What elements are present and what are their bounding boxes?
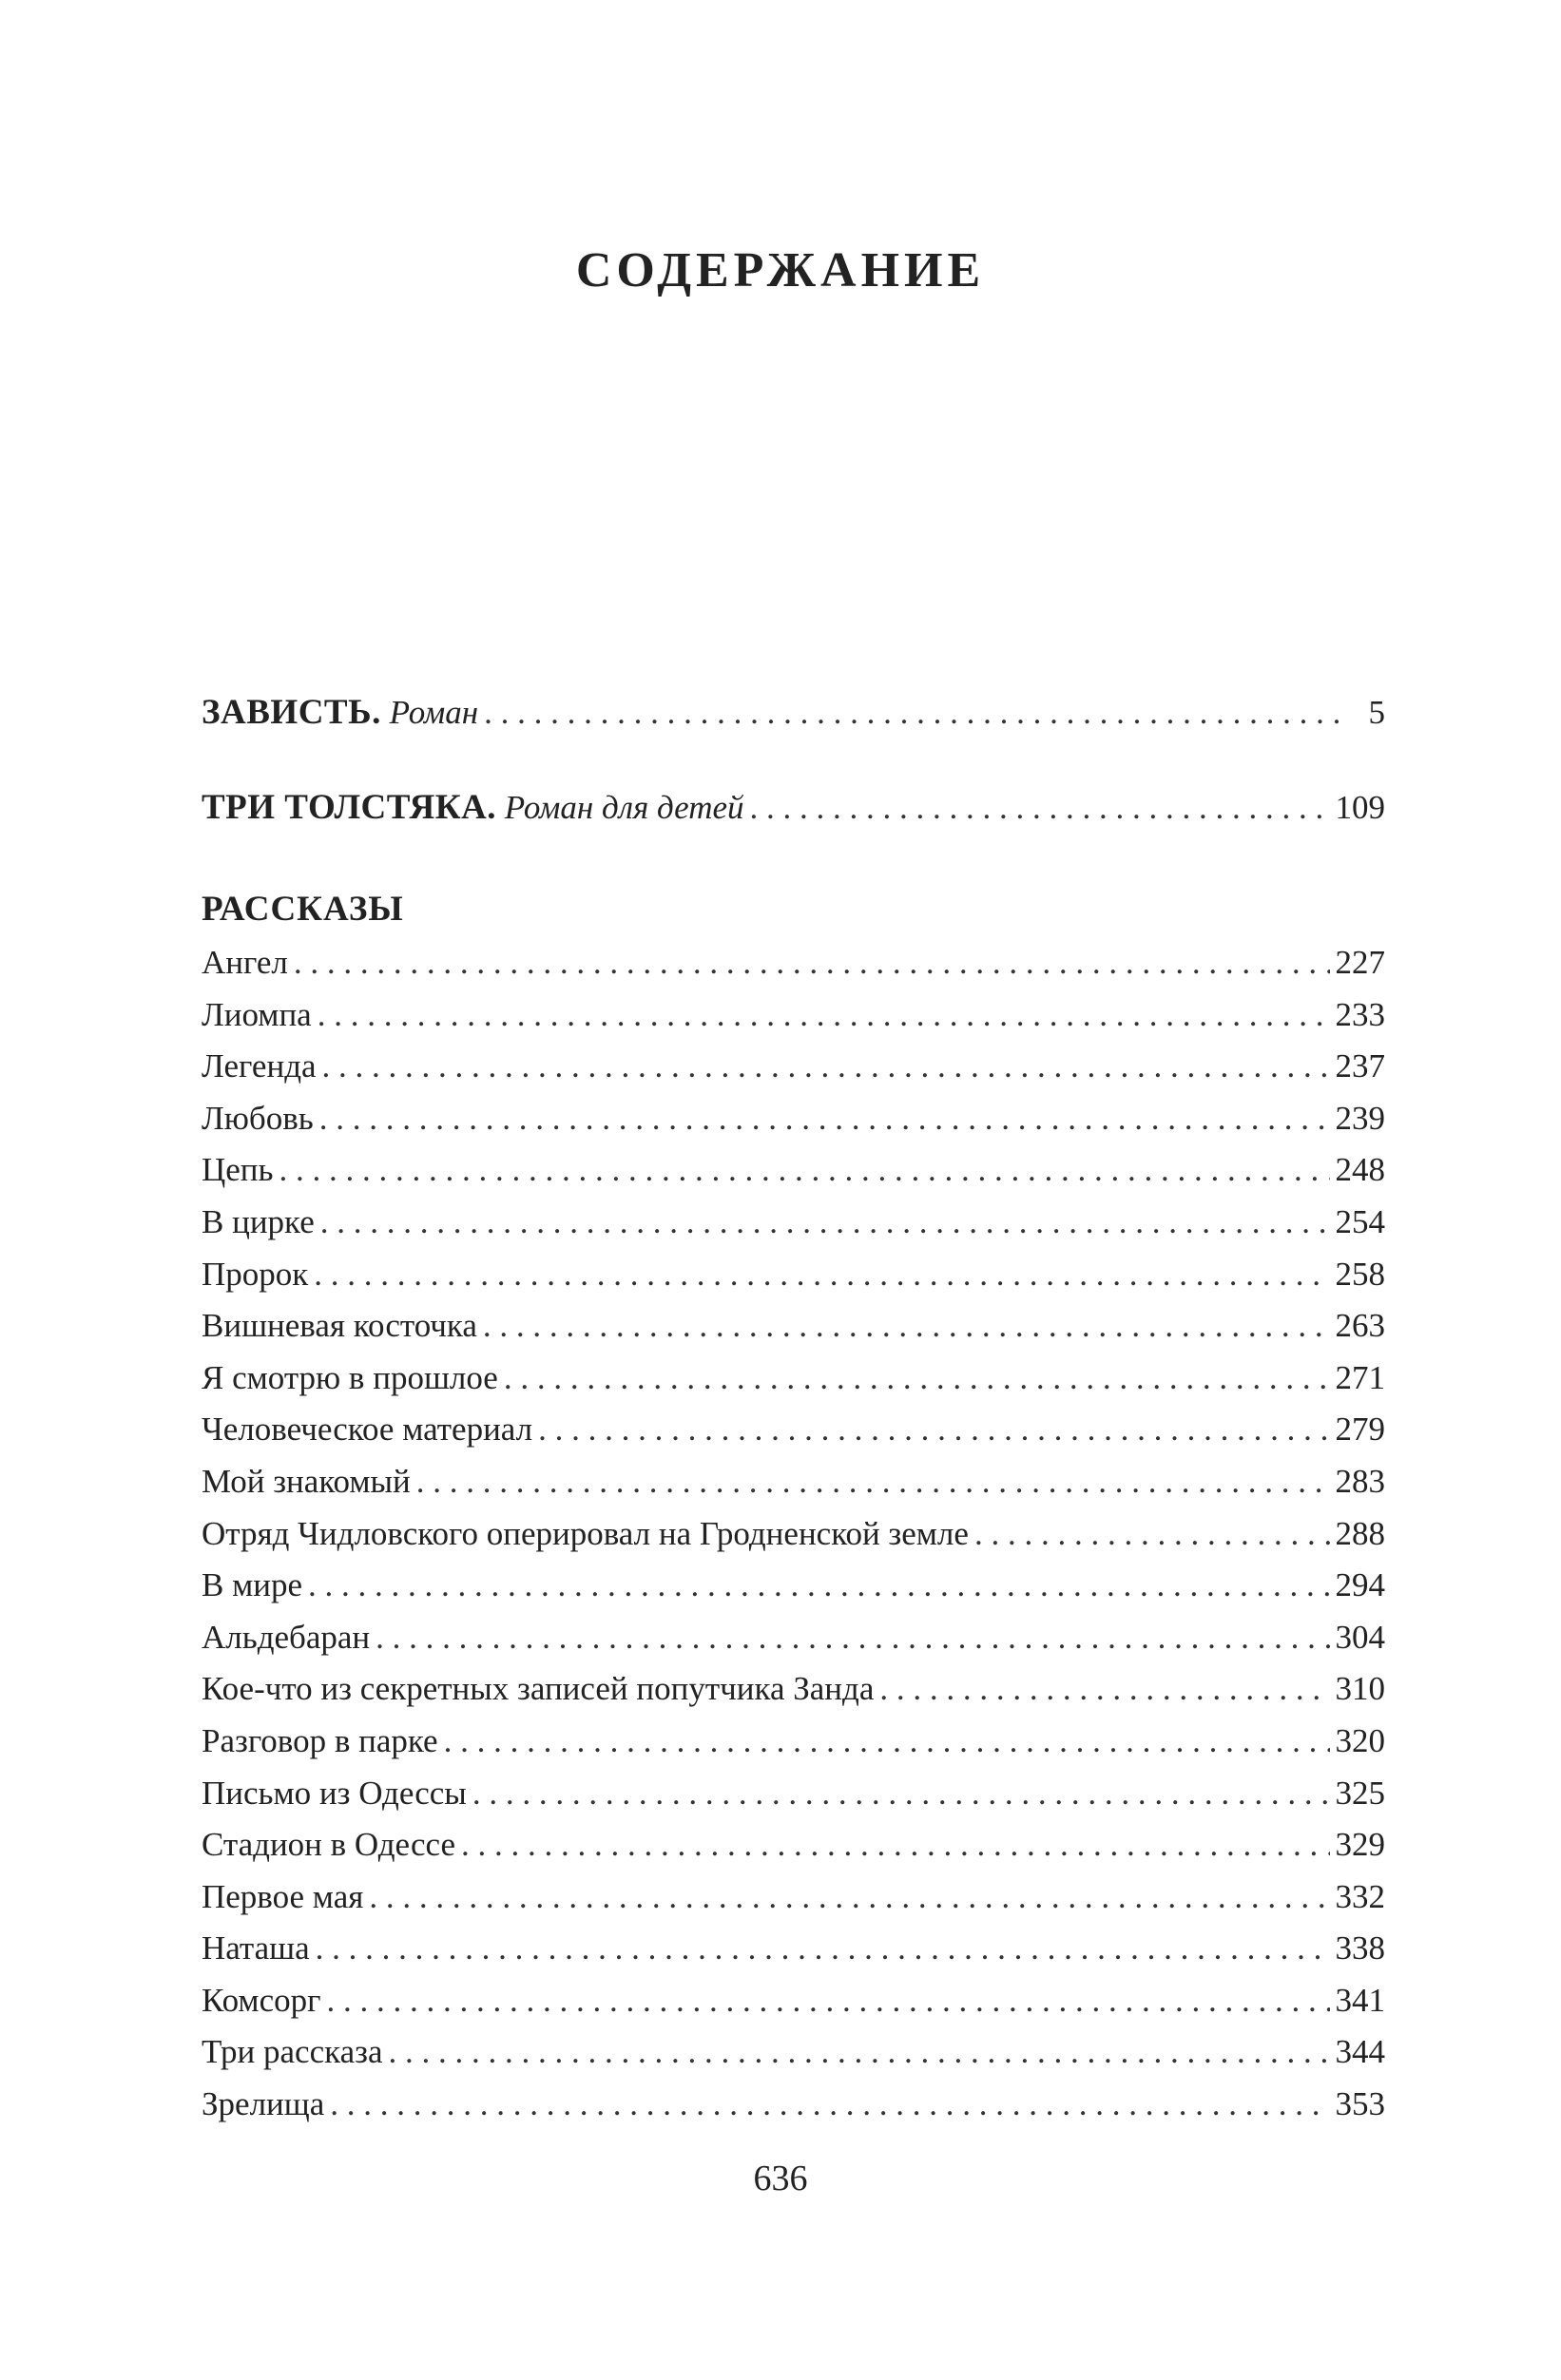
toc-entry-title-group (202, 779, 744, 836)
dot-leader (320, 1197, 1330, 1249)
toc-entry (202, 937, 1385, 989)
toc-page-number: 304 (1335, 1618, 1385, 1656)
toc-entry-title: Пророк (202, 1255, 309, 1293)
toc-entry-title: Стадион в Одессе (202, 1826, 455, 1864)
section-heading: РАССКАЗЫ (202, 890, 404, 929)
dot-leader (322, 1041, 1330, 1093)
dot-leader (750, 779, 1330, 836)
toc-page-number: 271 (1335, 1358, 1385, 1396)
dot-leader (538, 1404, 1329, 1456)
toc-page-number: 341 (1335, 1981, 1385, 2019)
dot-leader (369, 1871, 1329, 1924)
toc-entry-title: Любовь (202, 1099, 314, 1137)
dot-leader (484, 684, 1351, 741)
dot-leader (318, 989, 1330, 1042)
toc-entry-title: Отряд Чидловского оперировал на Гродненской земле (202, 1514, 969, 1552)
toc-entry-title: Ангел (202, 944, 288, 981)
toc-entry-title: Наташа (202, 1929, 310, 1967)
toc-page-number: 239 (1335, 1099, 1385, 1137)
toc-entry (202, 2026, 1385, 2079)
toc-entry-title: Первое мая (202, 1877, 364, 1915)
toc-entry (202, 1975, 1385, 2027)
toc-page-number: 329 (1335, 1826, 1385, 1864)
toc-entry-title: Зрелища (202, 2085, 325, 2123)
toc-entry-title: Кое-что из секретных записей попутчика Занда (202, 1670, 875, 1708)
toc-entry (202, 1871, 1385, 1924)
toc-entry (202, 1612, 1385, 1664)
toc-entry-title: Легенда (202, 1047, 317, 1085)
toc-page-number: 258 (1335, 1255, 1385, 1293)
toc-page-number: 254 (1335, 1202, 1385, 1240)
toc-entry (202, 1819, 1385, 1871)
page-title: СОДЕРЖАНИЕ (575, 243, 986, 298)
dot-leader (461, 1819, 1330, 1871)
toc-entry-major (202, 684, 1385, 741)
spacer (202, 836, 1385, 874)
toc-entry-title: ЗАВИСТЬ. (202, 693, 381, 732)
toc-page-number: 325 (1335, 1774, 1385, 1812)
toc-entry-title: Три рассказа (202, 2033, 383, 2071)
toc-entry-title: Мой знакомый (202, 1462, 411, 1500)
toc-entry (202, 1560, 1385, 1612)
toc-page-number: 320 (1335, 1721, 1385, 1759)
toc-entry (202, 2079, 1385, 2131)
toc-entry-title-group (202, 684, 478, 741)
toc-entry-title: Я смотрю в прошлое (202, 1358, 498, 1396)
toc-entry-subtitle: Роман для детей (504, 789, 744, 826)
toc-entry (202, 1768, 1385, 1820)
toc-page-number: 237 (1335, 1047, 1385, 1085)
dot-leader (879, 1663, 1329, 1716)
dot-leader (308, 1560, 1329, 1612)
toc-entry (202, 1144, 1385, 1197)
toc-page-number: 294 (1335, 1566, 1385, 1604)
toc-entry (202, 1456, 1385, 1508)
dot-leader (319, 1093, 1330, 1145)
dot-leader (504, 1353, 1330, 1405)
toc-entry (202, 1923, 1385, 1975)
toc-entry-title: Вишневая косточка (202, 1307, 477, 1345)
toc-entry (202, 1249, 1385, 1301)
toc-entry (202, 1300, 1385, 1353)
toc-page-number: 310 (1335, 1670, 1385, 1708)
toc-entry-title: Лиомпа (202, 995, 312, 1033)
toc-page-number: 283 (1335, 1462, 1385, 1500)
toc-entry-title: ТРИ ТОЛСТЯКА. (202, 788, 497, 827)
toc-entry-subtitle: Роман (389, 694, 479, 731)
toc-entry-title: Письмо из Одессы (202, 1774, 467, 1812)
dot-leader (330, 2079, 1329, 2131)
dot-leader (376, 1612, 1329, 1664)
toc-page-number: 344 (1335, 2033, 1385, 2071)
toc-entry-title: Разговор в парке (202, 1721, 438, 1759)
toc-page-number: 5 (1368, 694, 1385, 731)
dot-leader (472, 1768, 1330, 1820)
dot-leader (416, 1456, 1330, 1508)
toc-entry-major (202, 779, 1385, 836)
dot-leader (314, 1249, 1329, 1301)
toc-entry-title: Человеческое материал (202, 1411, 533, 1449)
spacer (202, 741, 1385, 779)
table-of-contents (202, 684, 1385, 2131)
dot-leader (326, 1975, 1329, 2027)
toc-entry (202, 1197, 1385, 1249)
toc-page-number: 353 (1335, 2085, 1385, 2123)
toc-page-number: 332 (1335, 1877, 1385, 1915)
toc-entry (202, 1353, 1385, 1405)
toc-entry-title: Комсорг (202, 1981, 321, 2019)
dot-leader (974, 1508, 1330, 1561)
dot-leader (294, 937, 1330, 989)
dot-leader (279, 1144, 1330, 1197)
toc-entry (202, 1663, 1385, 1716)
toc-page-number: 263 (1335, 1307, 1385, 1345)
toc-entry-title: Альдебаран (202, 1618, 371, 1656)
toc-entry (202, 1404, 1385, 1456)
toc-entry (202, 1716, 1385, 1768)
toc-page-number: 248 (1335, 1151, 1385, 1189)
dot-leader (389, 2026, 1330, 2079)
toc-entry (202, 1093, 1385, 1145)
toc-entry (202, 1508, 1385, 1561)
dot-leader (316, 1923, 1330, 1975)
toc-page-number: 338 (1335, 1929, 1385, 1967)
toc-entry (202, 989, 1385, 1042)
toc-page-number: 109 (1335, 789, 1385, 826)
toc-page-number: 279 (1335, 1411, 1385, 1449)
toc-page-number: 288 (1335, 1514, 1385, 1552)
page-number-folio: 636 (753, 2159, 808, 2198)
toc-entry (202, 1041, 1385, 1093)
toc-page-number: 233 (1335, 995, 1385, 1033)
dot-leader (444, 1716, 1330, 1768)
toc-entry-title: Цепь (202, 1151, 274, 1189)
dot-leader (483, 1300, 1330, 1353)
toc-entry-title: В мире (202, 1566, 303, 1604)
toc-page-number: 227 (1335, 944, 1385, 981)
toc-entry-title: В цирке (202, 1202, 315, 1240)
